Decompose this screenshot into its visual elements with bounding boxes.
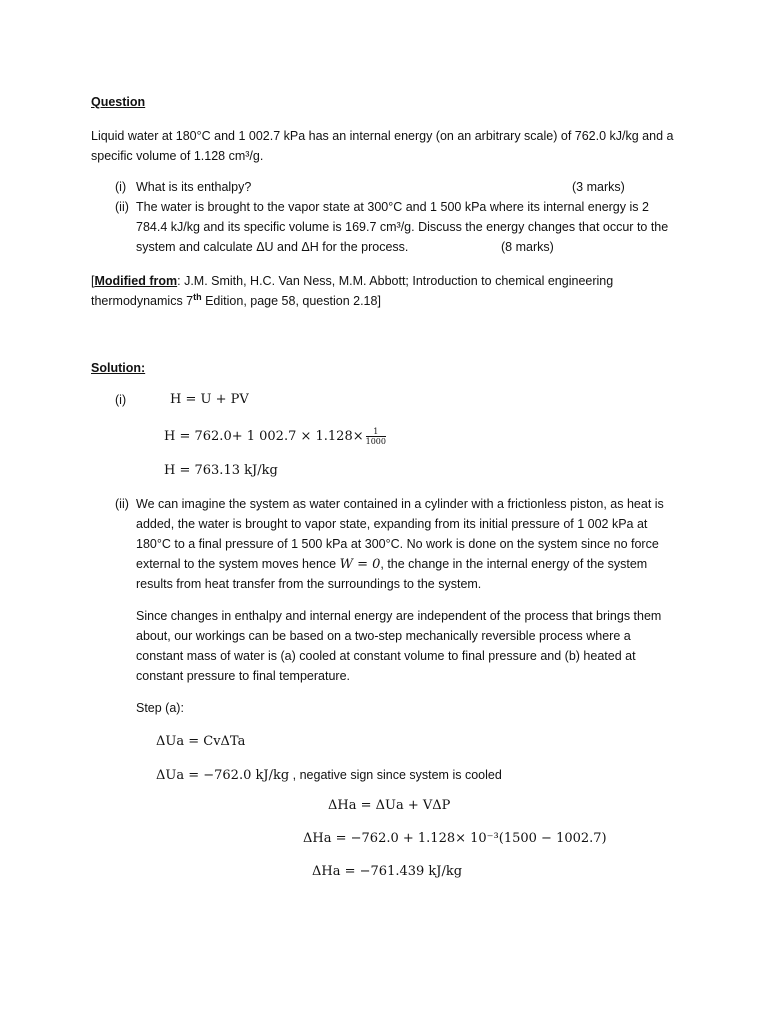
solution-heading: Solution: (91, 361, 146, 375)
solution-p1-line3: 180°C to a final pressure of 1 500 kPa at 300°C. No work is done on the system since no force (136, 537, 659, 551)
question-part-ii-number: (ii) (115, 200, 129, 214)
solution-p1-line4 (136, 554, 647, 575)
solution-p1-line4-start: external to the system moves hence (136, 557, 340, 571)
solution-p1-line5: results from heat transfer from the surroundings to the system. (136, 577, 482, 591)
question-part-ii-marks: (8 marks) (501, 240, 554, 254)
equation-delta-u-a: ΔUa = CvΔTa (156, 734, 246, 749)
fraction-denominator: 1000 (365, 437, 386, 446)
solution-p1-line1: We can imagine the system as water contained in a cylinder with a frictionless piston, as heat is (136, 497, 664, 511)
step-a-label: Step (a): (136, 701, 184, 715)
question-intro-line2: specific volume of 1.128 cm³/g. (91, 149, 264, 163)
reference-line1 (91, 271, 613, 291)
question-part-ii-line2: 784.4 kJ/kg and its specific volume is 169.7 cm³/g. Discuss the energy changes that occur to the (136, 220, 669, 234)
equation-delta-u-a-note: , negative sign since system is cooled (289, 768, 502, 782)
equation-delta-u-a-value-line (156, 765, 502, 786)
solution-p2-line2: about, our workings can be based on a two-step mechanically reversible process where a (136, 629, 631, 643)
reference-text1: : J.M. Smith, H.C. Van Ness, M.M. Abbott; Introduction to chemical engineering (177, 274, 614, 288)
reference-open-bracket: [ (91, 274, 95, 288)
fraction (366, 427, 386, 446)
reference-text2a: thermodynamics 7 (91, 294, 194, 308)
question-part-i-marks: (3 marks) (572, 180, 625, 194)
solution-p2-line3: constant mass of water is (a) cooled at constant volume to final pressure and (b) heated at (136, 649, 636, 663)
work-equals-zero: W = 0 (339, 557, 381, 572)
reference-text2b: Edition, page 58, question 2.18] (201, 294, 381, 308)
question-part-ii-line1: The water is brought to the vapor state at 300°C and 1 500 kPa where its internal energy is 2 (136, 200, 649, 214)
reference-superscript: th (193, 292, 202, 302)
question-intro-line1: Liquid water at 180°C and 1 002.7 kPa has an internal energy (on an arbitrary scale) of 762.0 kJ/kg and a (91, 129, 674, 143)
solution-part-ii-number: (ii) (115, 497, 129, 511)
equation-enthalpy-substitution-main: H = 762.0+ 1 002.7 × 1.128× (164, 429, 364, 444)
reference-label: Modified from (94, 274, 178, 288)
equation-delta-u-a-value: ΔUa = −762.0 kJ/kg (156, 768, 290, 783)
equation-enthalpy-definition: H = U + PV (170, 392, 249, 407)
question-heading: Question (91, 95, 146, 109)
solution-p2-line4: constant pressure to final temperature. (136, 669, 351, 683)
question-part-i-number: (i) (115, 180, 127, 194)
fraction-numerator: 1 (366, 427, 386, 437)
solution-p1-line4-end: , the change in the internal energy of the system (380, 557, 648, 571)
equation-enthalpy-result: H = 763.13 kJ/kg (164, 463, 278, 478)
question-part-ii-line3: system and calculate ΔU and ΔH for the process. (136, 240, 409, 254)
equation-delta-h-a-substitution: ΔHa = −762.0 + 1.128× 10⁻³(1500 − 1002.7) (303, 831, 607, 846)
equation-delta-h-a-result: ΔHa = −761.439 kJ/kg (312, 864, 463, 879)
question-part-i-text: What is its enthalpy? (136, 180, 252, 194)
equation-delta-h-a: ΔHa = ΔUa + VΔP (328, 798, 451, 813)
reference-line2 (91, 291, 381, 311)
solution-p2-line1: Since changes in enthalpy and internal energy are independent of the process that brings them (136, 609, 662, 623)
equation-enthalpy-substitution (164, 427, 386, 447)
solution-part-i-number: (i) (115, 393, 127, 407)
solution-p1-line2: added, the water is brought to vapor state, expanding from its initial pressure of 1 002 kPa at (136, 517, 648, 531)
